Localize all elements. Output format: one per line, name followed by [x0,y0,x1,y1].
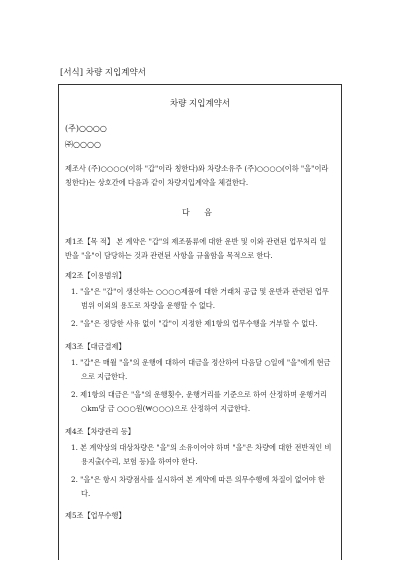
document-frame [58,84,342,560]
article-2-item-2: 2. "을"은 정당한 사유 없이 "갑"이 지정한 제1항의 업무수행을 거부할 수 없다. [71,319,318,328]
intro-paragraph: 제조사 (주)○○○○(이하 "갑"이라 칭한다)와 차량소유주 (주)○○○○(이하 "을"이라 칭한다)는 상호간에 다음과 같이 차량지입계약을 체결한다. [65,164,329,187]
article-1: 제1조【목 적】 본 계약은 "갑"의 제조품류에 대한 운반 및 이와 관련된 업무처리 일반을 "을"이 담당하는 것과 관련된 사항을 규율함을 목적으로 한다. [65,237,327,260]
article-2-heading: 제2조【이용범위】 [65,271,126,280]
article-4-item-1: 1. 본 계약상의 대상차량은 "을"의 소유이어야 하며 "을"은 차량에 대한 전반적인 비용지출(수리, 보험 등)을 하여야 한다. [71,443,332,466]
article-3-item-1: 1. "갑"은 매월 "을"의 운행에 대하여 대금을 정산하여 다음달 ○일에 "을"에게 현금으로 지급한다. [71,358,331,381]
next-heading: 다 음 [182,208,218,217]
document-title: 차량 지입계약서 [169,99,231,109]
article-4-item-2: 2. "을"은 항시 차량점사를 실시하여 본 계약에 따른 의무수행에 차질이 없어야 한다. [71,475,325,498]
party-a: (주)○○○○ [65,124,107,133]
article-3-item-2: 2. 제1항의 대금은 "을"의 운행횟수, 운행거리를 기준으로 하여 산정하며 운행거리 ○km당 금 ○○○원(₩○○○)으로 산정하여 지급한다. [71,390,328,413]
article-4-heading: 제4조【차량관리 등】 [65,427,135,436]
article-5-heading: 제5조【업무수행】 [65,511,126,520]
article-2-item-1: 1. "을"은 "갑"이 생산하는 ○○○○제품에 대한 거래처 공급 및 운반과 관련된 업무범위 이외의 용도로 차량을 운행할 수 없다. [71,287,329,310]
form-label: [서식] 차량 지입계약서 [60,68,146,78]
article-3-heading: 제3조【대금결제】 [65,342,126,351]
party-b: ㈜○○○○ [65,140,101,149]
